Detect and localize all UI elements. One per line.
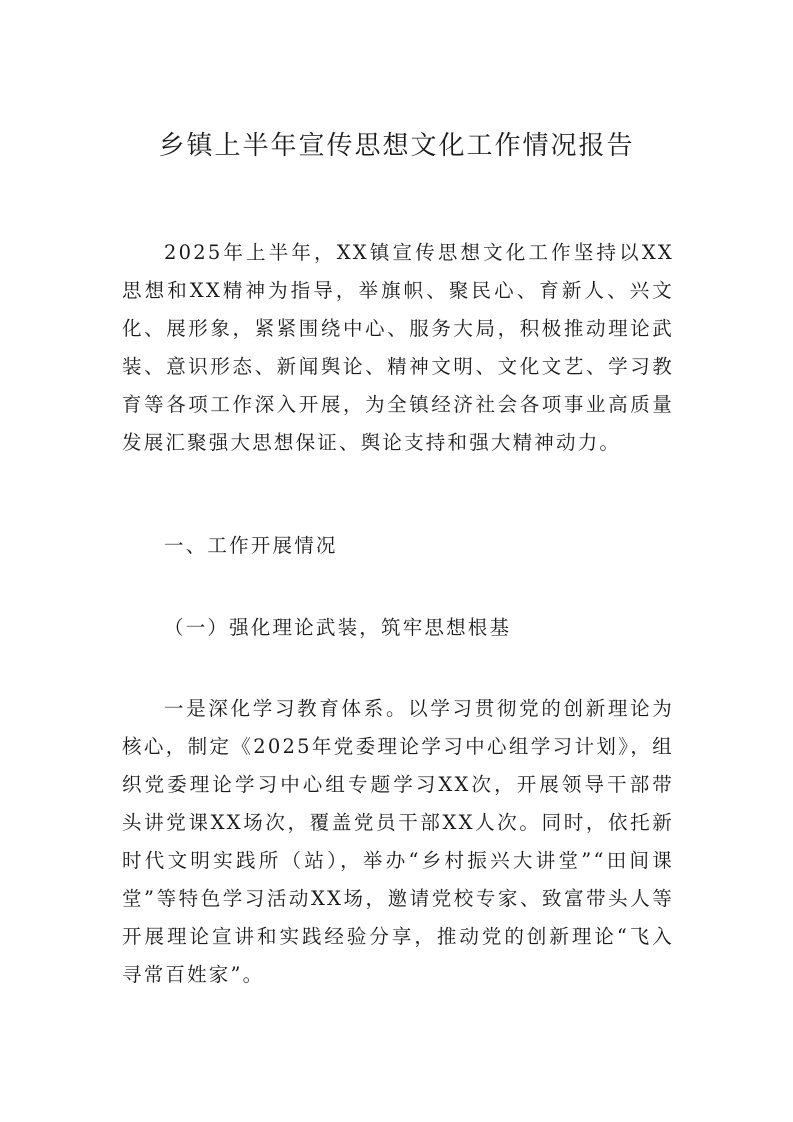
document-title: 乡镇上半年宣传思想文化工作情况报告	[158, 131, 635, 161]
body-paragraph: 一是深化学习教育体系。以学习贯彻党的创新理论为核心，制定《2025年党委理论学习中心组学习计划》，组织党委理论学习中心组专题学习XX次，开展领导干部带头讲党课XX场次，覆盖党员干部XX人次。同时，依托新时代文明实践所（站），举办“乡村振兴大讲堂”“田间课堂”等特色学习活动XX场，邀请党校专家、致富带头人等开展理论宣讲和实践经验分享，推动党的创新理论“飞入寻常百姓家”。	[122, 697, 674, 986]
intro-paragraph: 2025年上半年，XX镇宣传思想文化工作坚持以XX思想和XX精神为指导，举旗帜、聚民心、育新人、兴文化、展形象，紧紧围绕中心、服务大局，积极推动理论武装、意识形态、新闻舆论、精神文明、文化文艺、学习教育等各项工作深入开展，为全镇经济社会各项事业高质量发展汇聚强大思想保证、舆论支持和强大精神动力。	[122, 241, 674, 454]
section-heading: 一、工作开展情况	[164, 534, 338, 557]
subsection-heading: （一）强化理论武装，筑牢思想根基	[164, 616, 512, 639]
